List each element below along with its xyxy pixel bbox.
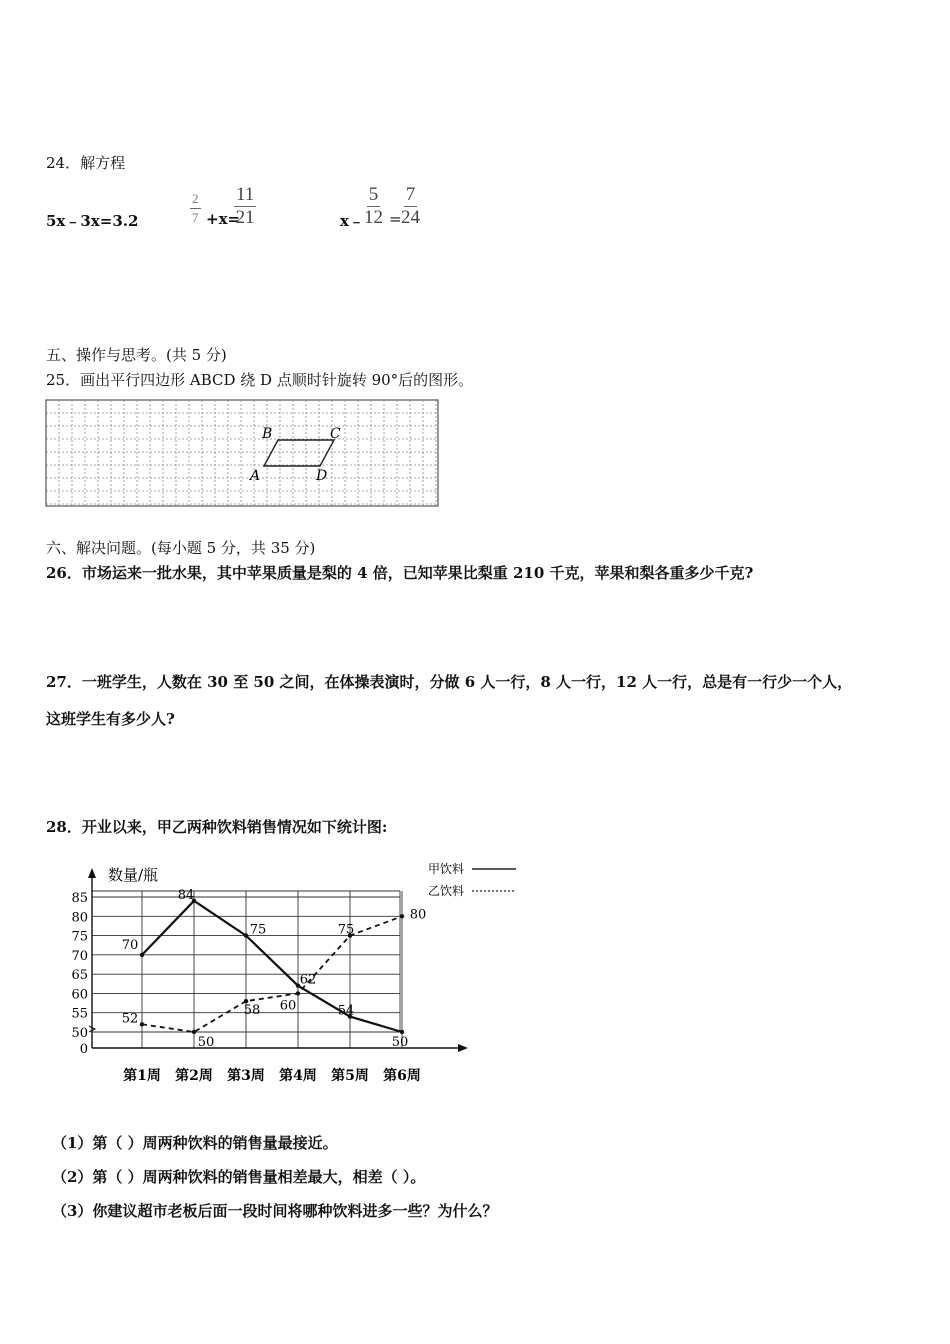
q27-text-line2: 这班学生有多少人?: [46, 710, 175, 728]
fraction-11-21: [234, 184, 256, 229]
chart-series: [140, 899, 404, 1035]
equation-3-equals: =: [389, 210, 402, 228]
q25-text: 25．画出平行四边形 ABCD 绕 D 点顺时针旋转 90°后的图形。: [46, 371, 474, 389]
section-5-title: 五、操作与思考。(共 5 分): [46, 346, 227, 364]
data-label: 58: [243, 1003, 261, 1019]
x-tick-label: 第3周: [227, 1068, 265, 1084]
data-label: 54: [337, 1003, 355, 1019]
y-tick-label: 80: [71, 910, 88, 926]
data-label: 60: [279, 998, 297, 1014]
fraction-denominator: 24: [401, 207, 420, 228]
chart-y-axis-title: 数量/瓶: [108, 866, 159, 884]
data-label: 70: [121, 937, 139, 953]
q26-text: 26．市场运来一批水果，其中苹果质量是梨的 4 倍，已知苹果比梨重 210 千克，苹果和梨各重多少千克?: [46, 564, 754, 582]
y-axis-arrow: [88, 868, 96, 878]
data-label: 62: [299, 972, 317, 988]
x-tick-label: 第4周: [279, 1068, 317, 1084]
y-tick-label: 70: [71, 948, 88, 964]
fraction-numerator: 2: [190, 190, 201, 209]
data-label: 50: [197, 1035, 215, 1050]
x-tick-label: 第2周: [175, 1068, 213, 1084]
y-tick-label: 60: [71, 987, 88, 1003]
chart-labels: [71, 888, 426, 1084]
equation-3-lead: x﹣: [340, 212, 364, 230]
q27-text-line1: 27．一班学生，人数在 30 至 50 之间，在体操表演时，分做 6 人一行，8 人一行，12 人一行，总是有一行少一个人，: [46, 673, 853, 691]
x-tick-label: 第5周: [331, 1068, 369, 1084]
data-label: 84: [177, 887, 195, 903]
subquestion-1: （1）第（ ）周两种饮料的销售量最接近。: [52, 1134, 338, 1152]
legend-label-jia: 甲饮料: [428, 862, 465, 876]
fraction-5-12: [364, 184, 383, 229]
data-point: [140, 953, 144, 957]
fraction-numerator: 7: [405, 184, 416, 205]
point-d-label: D: [316, 468, 328, 484]
data-point: [244, 933, 248, 937]
chart-legend: [428, 861, 516, 898]
data-point: [400, 914, 404, 918]
beverage-sales-line-chart: [60, 852, 530, 1092]
legend-label-yi: 乙饮料: [428, 884, 465, 898]
grid-border: [46, 400, 438, 506]
chart-grid: [92, 891, 402, 1048]
parallelogram-grid: [44, 398, 440, 510]
fraction-numerator: 5: [368, 184, 379, 205]
x-axis-arrow: [458, 1044, 468, 1052]
y-tick-label: 65: [71, 968, 88, 984]
data-point: [140, 1022, 144, 1026]
data-label: 80: [409, 907, 427, 923]
y-tick-label: 50: [71, 1026, 88, 1041]
data-point: [400, 1030, 404, 1034]
fraction-denominator: 7: [192, 210, 199, 225]
section-6-title: 六、解决问题。(每小题 5 分，共 35 分): [46, 539, 316, 557]
point-b-label: B: [262, 426, 273, 442]
fraction-denominator: 12: [364, 207, 383, 228]
data-label: 75: [249, 922, 267, 938]
equation-1: 5x﹣3x=3.2: [46, 212, 139, 230]
fraction-7-24: [401, 184, 420, 229]
x-tick-label: 第6周: [383, 1068, 421, 1084]
fraction-numerator: 11: [236, 184, 255, 205]
y-tick-label: 0: [79, 1042, 88, 1057]
data-point: [296, 991, 300, 995]
point-c-label: C: [330, 426, 341, 442]
subquestion-2: （2）第（ ）周两种饮料的销售量相差最大，相差（ ）。: [52, 1168, 426, 1186]
equation-2-operator: +x=: [206, 210, 241, 228]
x-tick-label: 第1周: [123, 1068, 161, 1084]
data-label: 75: [337, 922, 355, 938]
y-tick-label: 75: [71, 929, 88, 945]
q24-title: 24．解方程: [46, 154, 126, 172]
subquestion-3: （3）你建议超市老板后面一段时间将哪种饮料进多一些？为什么？: [52, 1202, 498, 1220]
y-tick-label: 55: [71, 1006, 88, 1022]
data-label: 52: [121, 1011, 139, 1027]
fraction-2-7: [190, 190, 201, 227]
data-point: [192, 1030, 196, 1034]
fraction-denominator: 21: [235, 207, 255, 228]
point-a-label: A: [250, 468, 261, 484]
q28-text: 28．开业以来，甲乙两种饮料销售情况如下统计图:: [46, 818, 388, 836]
data-label: 50: [391, 1035, 409, 1050]
y-tick-label: 85: [71, 891, 88, 906]
